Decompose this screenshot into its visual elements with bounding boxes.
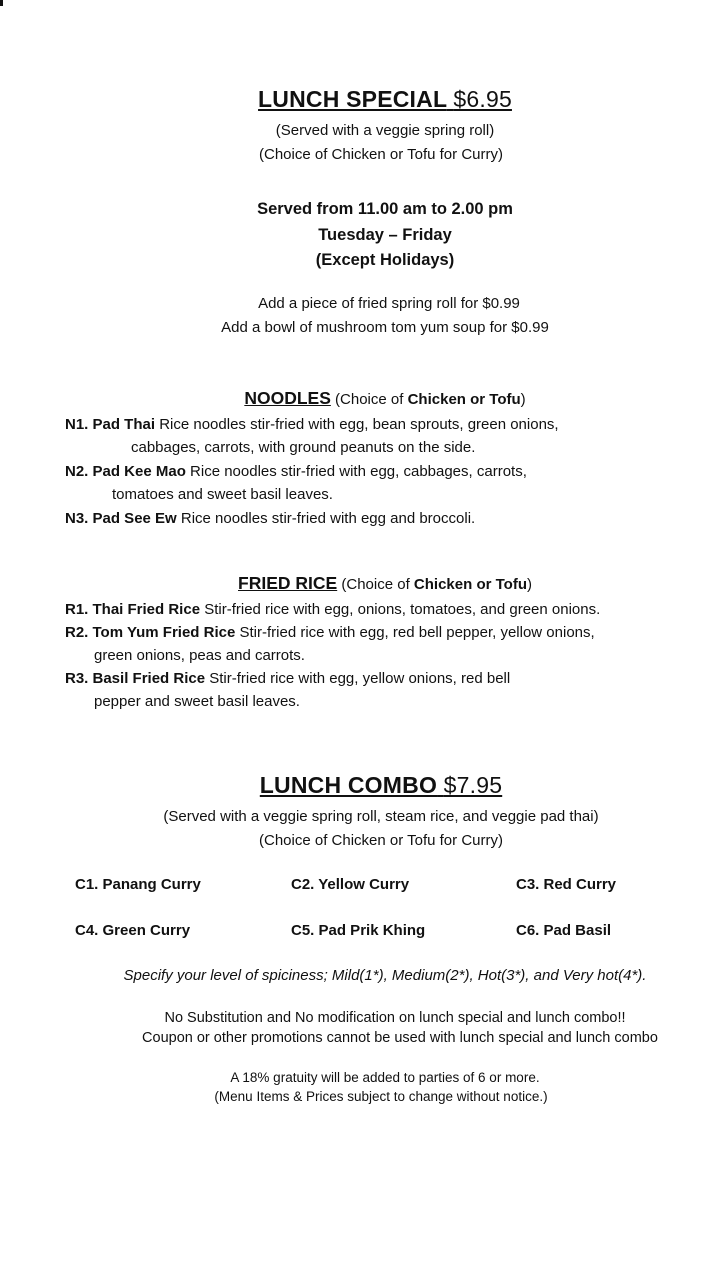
lunch-special-price: $6.95 <box>453 86 512 112</box>
disclaimer-note: (Menu Items & Prices subject to change without notice.) <box>214 1089 548 1104</box>
gratuity-note: A 18% gratuity will be added to parties of 6 or more. <box>230 1070 540 1085</box>
item-desc: Stir-fried rice with egg, yellow onions, red bell <box>205 670 511 687</box>
service-hours: Served from 11.00 am to 2.00 pm <box>257 200 513 218</box>
coupon-note: Coupon or other promotions cannot be used with lunch special and lunch combo <box>142 1030 658 1046</box>
noodles-choice-prefix: (Choice of <box>335 391 408 408</box>
menu-item-r2-cont: green onions, peas and carrots. <box>94 647 305 664</box>
menu-item-n1-cont: cabbages, carrots, with ground peanuts on the side. <box>131 439 476 456</box>
fried-rice-choice-suffix: ) <box>526 576 532 593</box>
item-code: N2. Pad Kee Mao <box>65 463 186 480</box>
lunch-combo-line1: (Served with a veggie spring roll, steam rice, and veggie pad thai) <box>163 808 599 825</box>
spice-level-note: Specify your level of spiciness; Mild(1*), Medium(2*), Hot(3*), and Very hot(4*). <box>123 967 647 984</box>
combo-item-c4: C4. Green Curry <box>75 922 191 939</box>
item-desc: Stir-fried rice with egg, red bell pepper, yellow onions, <box>235 624 595 641</box>
fried-rice-heading <box>0 573 714 594</box>
menu-item-r2 <box>65 621 595 644</box>
item-desc: Rice noodles stir-fried with egg, bean sprouts, green onions, <box>155 416 559 433</box>
fried-rice-heading-name: FRIED RICE <box>238 573 338 593</box>
item-code: R1. Thai Fried Rice <box>65 601 201 618</box>
menu-item-n1 <box>65 413 559 436</box>
lunch-special-title <box>0 86 714 113</box>
fried-rice-choice-prefix: (Choice of <box>341 576 414 593</box>
noodles-heading-name: NOODLES <box>244 388 331 408</box>
item-code: N1. Pad Thai <box>65 416 156 433</box>
item-code: N3. Pad See Ew <box>65 510 177 527</box>
item-desc: Rice noodles stir-fried with egg, cabbages, carrots, <box>185 463 527 480</box>
lunch-special-title-text: LUNCH SPECIAL <box>258 86 447 112</box>
noodles-choice-suffix: ) <box>520 391 526 408</box>
combo-item-c1: C1. Panang Curry <box>75 876 201 893</box>
addon-tom-yum: Add a bowl of mushroom tom yum soup for $0.99 <box>221 319 549 336</box>
combo-item-c6: C6. Pad Basil <box>516 922 612 939</box>
service-days: Tuesday – Friday <box>318 226 452 244</box>
menu-item-r3-cont: pepper and sweet basil leaves. <box>94 693 300 710</box>
menu-item-r3 <box>65 667 510 690</box>
lunch-special-line2: (Choice of Chicken or Tofu for Curry) <box>259 146 503 163</box>
lunch-combo-line2: (Choice of Chicken or Tofu for Curry) <box>259 832 503 849</box>
lunch-combo-title-text: LUNCH COMBO <box>259 772 438 798</box>
menu-item-n2 <box>65 460 527 483</box>
noodles-choice-bold: Chicken or Tofu <box>407 391 521 408</box>
item-desc: Rice noodles stir-fried with egg and broccoli. <box>176 510 476 527</box>
lunch-combo-title <box>0 772 714 799</box>
item-code: R2. Tom Yum Fried Rice <box>65 624 236 641</box>
combo-item-c2: C2. Yellow Curry <box>291 876 410 893</box>
noodles-heading <box>0 388 714 409</box>
lunch-special-line1: (Served with a veggie spring roll) <box>275 122 495 139</box>
item-code: R3. Basil Fried Rice <box>65 670 206 687</box>
service-except: (Except Holidays) <box>315 251 455 269</box>
fried-rice-choice-bold: Chicken or Tofu <box>413 576 527 593</box>
combo-item-c3: C3. Red Curry <box>516 876 617 893</box>
no-substitution-note: No Substitution and No modification on lunch special and lunch combo!! <box>164 1010 626 1026</box>
menu-item-r1 <box>65 598 600 621</box>
lunch-combo-price: $7.95 <box>443 772 503 798</box>
item-desc: Stir-fried rice with egg, onions, tomatoes, and green onions. <box>200 601 601 618</box>
addon-spring-roll: Add a piece of fried spring roll for $0.99 <box>258 295 520 312</box>
menu-item-n3 <box>65 507 475 530</box>
menu-item-n2-cont: tomatoes and sweet basil leaves. <box>112 486 333 503</box>
combo-item-c5: C5. Pad Prik Khing <box>291 922 426 939</box>
